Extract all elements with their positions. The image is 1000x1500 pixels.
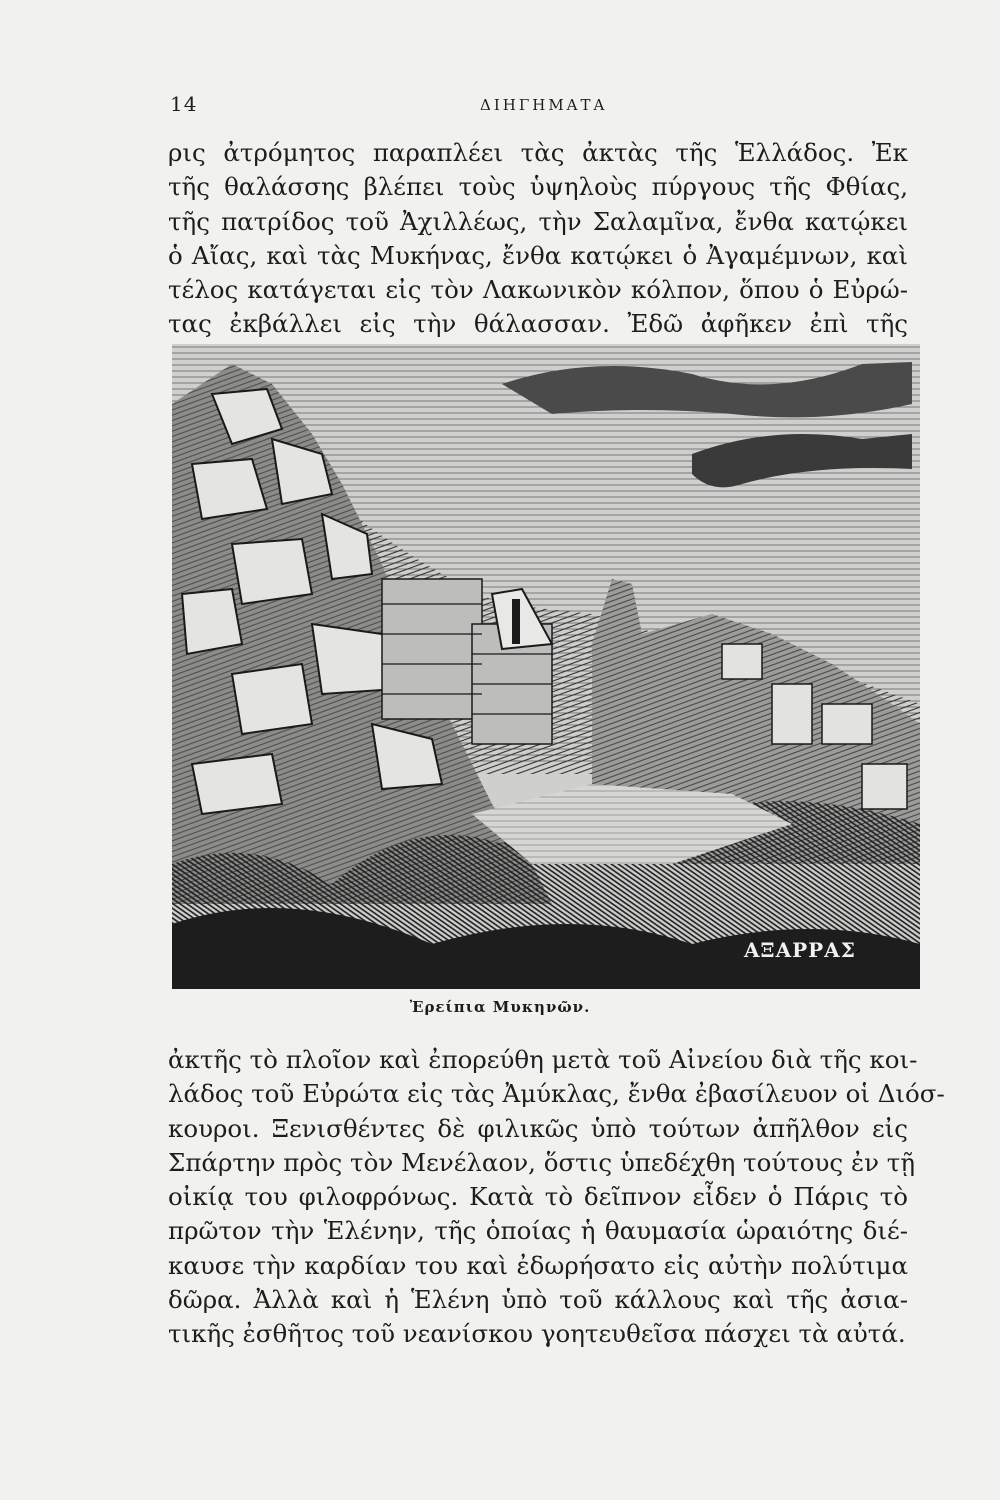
text-line: καυσε τὴν καρδίαν του καὶ ἐδωρήσατο εἰς αὐτὴν πολύτιμα <box>168 1250 908 1280</box>
text-line: Σπάρτην πρὸς τὸν Μενέλαον, ὅστις ὑπεδέχθη τούτους ἐν τῇ <box>168 1147 915 1177</box>
engraving-mycenae-ruins <box>172 344 920 989</box>
text-line: ἀκτῆς τὸ πλοῖον καὶ ἐπορεύθη μετὰ τοῦ Αἰνείου διὰ τῆς κοι- <box>168 1045 918 1074</box>
figure-caption: Ἐρείπια Μυκηνῶν. <box>409 998 591 1016</box>
text-line: τας ἐκβάλλει εἰς τὴν θάλασσαν. Ἐδῶ ἀφῆκεν ἐπὶ τῆς <box>168 309 908 339</box>
text-line: τικῆς ἐσθῆτος τοῦ νεανίσκου γοητευθεῖσα πάσχει τὰ αὐτά. <box>168 1319 906 1349</box>
text-line: λάδος τοῦ Εὐρώτα εἰς τὰς Ἀμύκλας, ἔνθα ἐβασίλευον οἱ Διόσ- <box>168 1079 945 1109</box>
text-line: ρις ἀτρόμητος παραπλέει τὰς ἀκτὰς τῆς Ἑλλάδος. Ἐκ <box>168 138 908 167</box>
running-head: ΔΙΗΓΗΜΑΤΑ <box>480 96 608 114</box>
bottom-paragraph <box>168 1043 945 1352</box>
text-line: κουροι. Ξενισθέντες δὲ φιλικῶς ὑπὸ τούτων ἀπῆλθον εἰς <box>168 1113 908 1143</box>
text-line: δῶρα. Ἀλλὰ καὶ ἡ Ἑλένη ὑπὸ τοῦ κάλλους καὶ τῆς ἀσια- <box>168 1285 908 1315</box>
top-paragraph <box>168 136 908 342</box>
page-number: 14 <box>170 92 198 116</box>
text-line: τέλος κατάγεται εἰς τὸν Λακωνικὸν κόλπον, ὅπου ὁ Εὐρώ- <box>168 275 908 305</box>
text-line: τῆς πατρίδος τοῦ Ἀχιλλέως, τὴν Σαλαμῖνα, ἔνθα κατῴκει <box>168 206 908 236</box>
text-line: τῆς θαλάσσης βλέπει τοὺς ὑψηλοὺς πύργους τῆς Φθίας, <box>168 172 908 202</box>
engraver-signature: ΑΞΑΡΡΑΣ <box>744 938 856 962</box>
text-line: ὁ Αἴας, καὶ τὰς Μυκήνας, ἔνθα κατῴκει ὁ Ἀγαμέμνων, καὶ <box>168 240 908 270</box>
text-line: πρῶτον τὴν Ἑλένην, τῆς ὁποίας ἡ θαυμασία ὡραιότης διέ- <box>168 1216 908 1246</box>
text-line: οἰκίᾳ του φιλοφρόνως. Κατὰ τὸ δεῖπνον εἶδεν ὁ Πάρις τὸ <box>168 1182 908 1212</box>
